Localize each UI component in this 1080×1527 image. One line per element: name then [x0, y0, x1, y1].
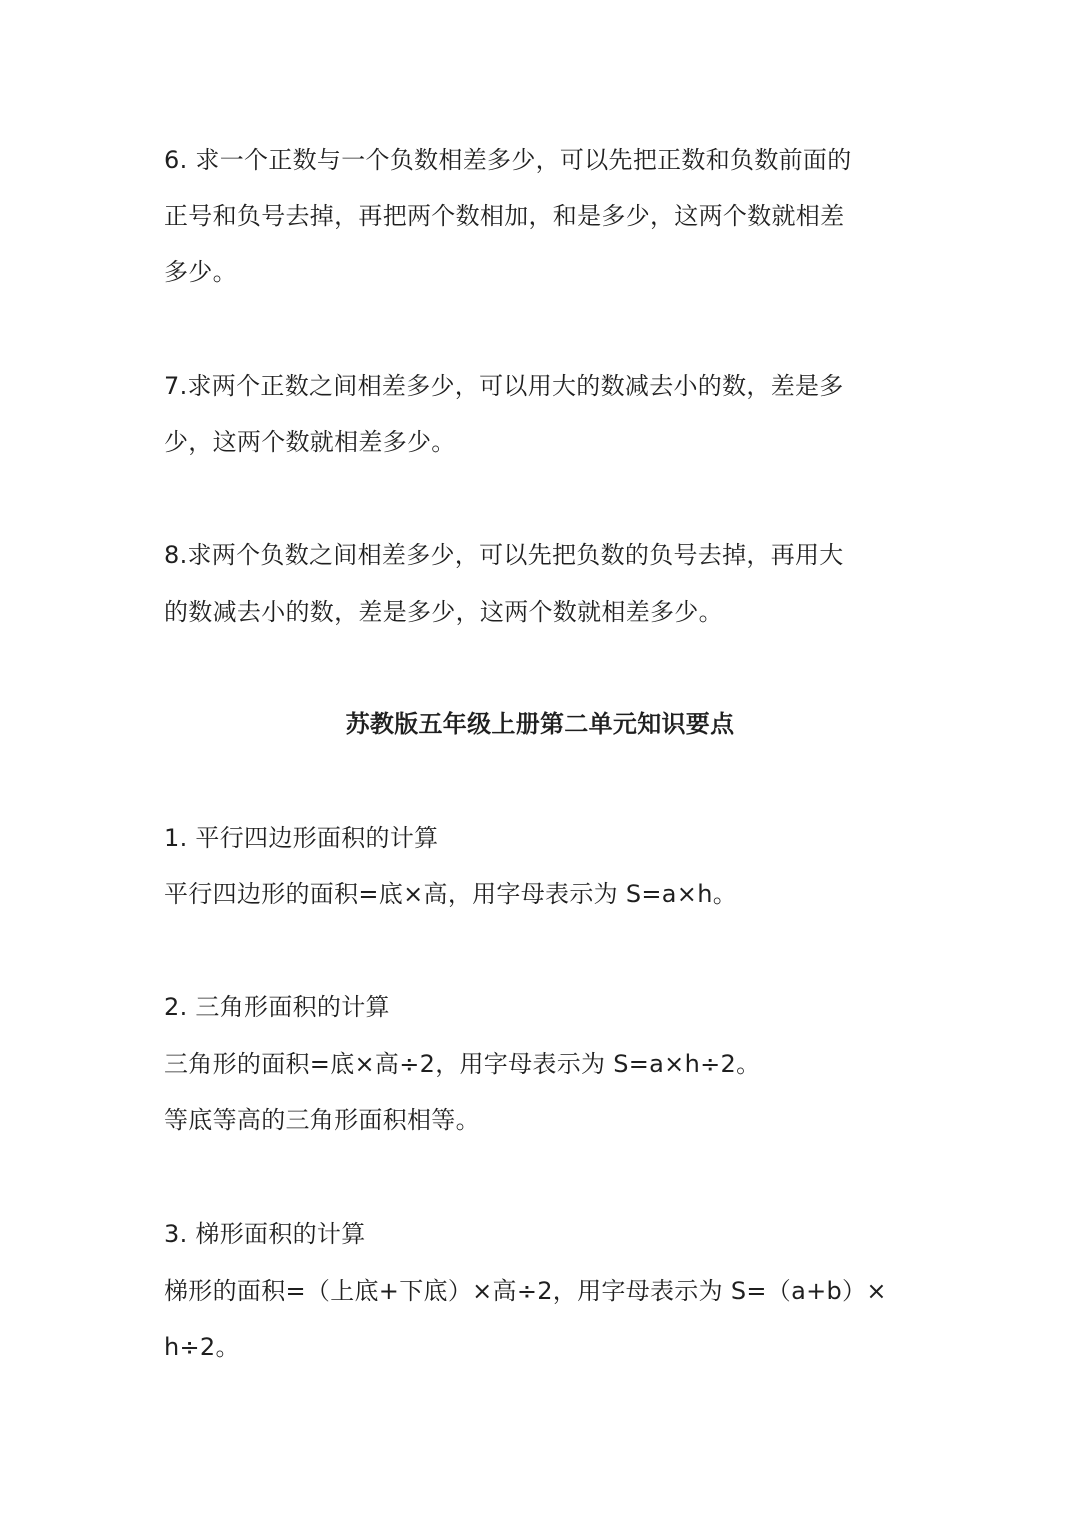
paragraph-6-line-1: 6. 求一个正数与一个负数相差多少，可以先把正数和负数前面的: [164, 146, 852, 174]
paragraph-8-line-1: 8.求两个负数之间相差多少，可以先把负数的负号去掉，再用大: [164, 541, 844, 569]
item-2-line-1: 三角形的面积=底×高÷2，用字母表示为 S=a×h÷2。: [164, 1050, 761, 1078]
paragraph-6-line-2: 正号和负号去掉，再把两个数相加，和是多少，这两个数就相差: [164, 202, 845, 230]
item-3-line-1: 梯形的面积=（上底+下底）×高÷2，用字母表示为 S=（a+b）×: [164, 1277, 887, 1305]
item-3-title: 3. 梯形面积的计算: [164, 1220, 366, 1248]
paragraph-8-line-2: 的数减去小的数，差是多少，这两个数就相差多少。: [164, 598, 723, 626]
item-1-title: 1. 平行四边形面积的计算: [164, 824, 439, 852]
paragraph-7-line-1: 7.求两个正数之间相差多少，可以用大的数减去小的数，差是多: [164, 372, 844, 400]
paragraph-6-line-3: 多少。: [164, 258, 237, 286]
paragraph-7-line-2: 少，这两个数就相差多少。: [164, 428, 456, 456]
item-2-title: 2. 三角形面积的计算: [164, 993, 390, 1021]
item-1-line-1: 平行四边形的面积=底×高，用字母表示为 S=a×h。: [164, 880, 738, 908]
item-2-line-2: 等底等高的三角形面积相等。: [164, 1106, 480, 1134]
item-3-line-2: h÷2。: [164, 1333, 240, 1361]
section-heading: 苏教版五年级上册第二单元知识要点: [345, 710, 735, 738]
